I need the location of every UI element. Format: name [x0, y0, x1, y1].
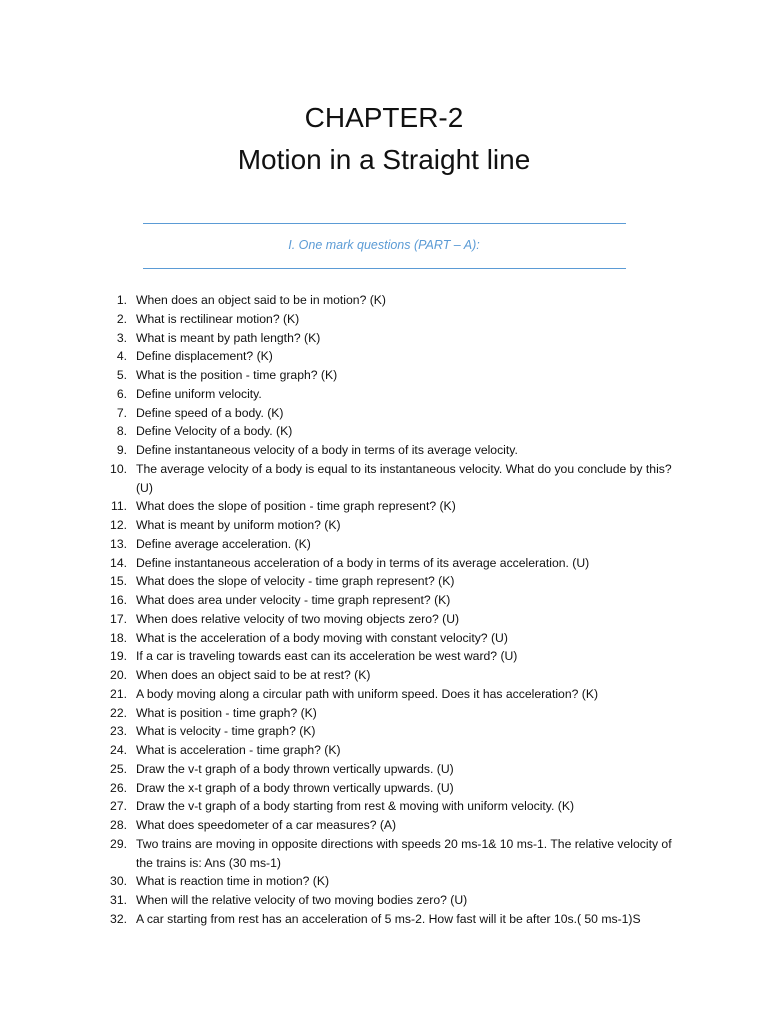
section-rule-bottom: [143, 268, 626, 269]
question-number: 4.: [116, 349, 127, 364]
question-item: [108, 647, 673, 666]
question-item: [108, 872, 673, 891]
question-text: The average velocity of a body is equal to its instantaneous velocity. What do you conclude by this? (U): [136, 461, 672, 495]
question-item: [108, 366, 673, 385]
question-text: Two trains are moving in opposite directions with speeds 20 ms-1& 10 ms-1. The relative velocity of the trains is: Ans (30 ms-1): [136, 836, 672, 870]
question-text: Define Velocity of a body. (K): [136, 424, 293, 439]
question-number: 27.: [110, 799, 127, 814]
question-number: 11.: [110, 499, 127, 514]
question-item: [108, 760, 673, 779]
question-number: 15.: [110, 574, 127, 589]
question-item: [108, 422, 673, 441]
question-number: 17.: [110, 611, 127, 626]
question-number: 6.: [116, 386, 127, 401]
question-number: 9.: [116, 443, 127, 457]
question-item: [108, 835, 673, 873]
question-number: 24.: [110, 743, 127, 757]
question-text: If a car is traveling towards east can its acceleration be west ward? (U): [136, 649, 518, 664]
question-item: [108, 554, 673, 573]
question-item: [108, 610, 673, 629]
question-number: 32.: [110, 911, 127, 926]
question-text: What is meant by path length? (K): [136, 330, 321, 345]
question-text: What does the slope of velocity - time graph represent? (K): [136, 574, 455, 589]
question-number: 19.: [110, 649, 127, 664]
question-text: Define instantaneous velocity of a body in terms of its average velocity.: [136, 443, 518, 457]
question-text: Define displacement? (K): [136, 349, 273, 364]
question-text: What does area under velocity - time graph represent? (K): [136, 593, 451, 607]
section-heading: I. One mark questions (PART – A):: [288, 238, 480, 252]
question-number: 7.: [116, 405, 127, 420]
question-text: A body moving along a circular path with uniform speed. Does it has acceleration? (K): [136, 686, 599, 701]
question-text: Draw the v-t graph of a body thrown vertically upwards. (U): [136, 761, 454, 776]
question-number: 14.: [110, 555, 127, 570]
question-item: [108, 516, 673, 535]
chapter-label: CHAPTER-2: [304, 102, 464, 133]
question-text: Draw the x-t graph of a body thrown vertically upwards. (U): [136, 780, 454, 795]
question-item: [108, 779, 673, 798]
question-item: [108, 591, 673, 610]
question-text: Define uniform velocity.: [136, 386, 262, 401]
question-text: What is velocity - time graph? (K): [136, 724, 316, 739]
question-item: [108, 816, 673, 835]
question-text: When will the relative velocity of two moving bodies zero? (U): [136, 893, 468, 907]
question-number: 23.: [110, 724, 127, 739]
question-number: 29.: [110, 836, 127, 851]
question-number: 12.: [110, 518, 127, 532]
question-text: What is rectilinear motion? (K): [136, 311, 300, 326]
question-item: [108, 629, 673, 648]
question-item: [108, 797, 673, 816]
question-number: 31.: [110, 893, 127, 907]
question-text: When does an object said to be at rest? (K): [136, 668, 371, 682]
question-item: [108, 741, 673, 760]
question-item: [108, 404, 673, 423]
question-number: 25.: [110, 761, 127, 776]
question-number: 30.: [110, 874, 127, 889]
question-item: [108, 666, 673, 685]
question-list: [108, 291, 673, 929]
question-number: 3.: [116, 330, 127, 345]
question-text: When does relative velocity of two moving objects zero? (U): [136, 611, 460, 626]
question-text: What does the slope of position - time graph represent? (K): [136, 499, 456, 514]
question-number: 22.: [110, 705, 127, 720]
question-text: Define average acceleration. (K): [136, 536, 311, 551]
question-item: [108, 910, 673, 929]
question-item: [108, 329, 673, 348]
question-text: What is reaction time in motion? (K): [136, 874, 330, 889]
question-number: 28.: [110, 818, 127, 832]
question-text: What is acceleration - time graph? (K): [136, 743, 341, 757]
question-number: 20.: [110, 668, 127, 682]
question-text: Define speed of a body. (K): [136, 405, 284, 420]
question-number: 5.: [116, 368, 127, 382]
question-number: 1.: [116, 293, 127, 307]
question-number: 18.: [110, 630, 127, 645]
question-item: [108, 460, 673, 498]
question-text: A car starting from rest has an acceleration of 5 ms-2. How fast will it be after 10s.( 50 ms-1)S: [136, 911, 641, 926]
question-text: Define instantaneous acceleration of a body in terms of its average acceleration. (U): [136, 555, 590, 570]
chapter-title: Motion in a Straight line: [237, 144, 531, 175]
question-item: [108, 535, 673, 554]
question-item: [108, 704, 673, 723]
question-item: [108, 441, 673, 460]
question-number: 2.: [116, 311, 127, 326]
question-item: [108, 685, 673, 704]
question-item: [108, 891, 673, 910]
question-text: When does an object said to be in motion? (K): [136, 293, 386, 307]
question-text: What does speedometer of a car measures? (A): [136, 818, 397, 832]
question-item: [108, 497, 673, 516]
question-number: 26.: [110, 780, 127, 795]
question-text: What is the acceleration of a body moving with constant velocity? (U): [136, 630, 508, 645]
question-item: [108, 722, 673, 741]
question-number: 21.: [110, 686, 127, 701]
question-text: What is the position - time graph? (K): [136, 368, 338, 382]
question-text: What is meant by uniform motion? (K): [136, 518, 341, 532]
question-number: 16.: [110, 593, 127, 607]
section-rule-top: [143, 223, 626, 224]
question-item: [108, 291, 673, 310]
question-item: [108, 347, 673, 366]
question-item: [108, 572, 673, 591]
question-number: 10.: [110, 461, 127, 476]
question-text: Draw the v-t graph of a body starting from rest & moving with uniform velocity. (K): [136, 799, 575, 814]
question-number: 13.: [110, 536, 127, 551]
question-text: What is position - time graph? (K): [136, 705, 317, 720]
question-number: 8.: [116, 424, 127, 439]
question-item: [108, 385, 673, 404]
question-item: [108, 310, 673, 329]
